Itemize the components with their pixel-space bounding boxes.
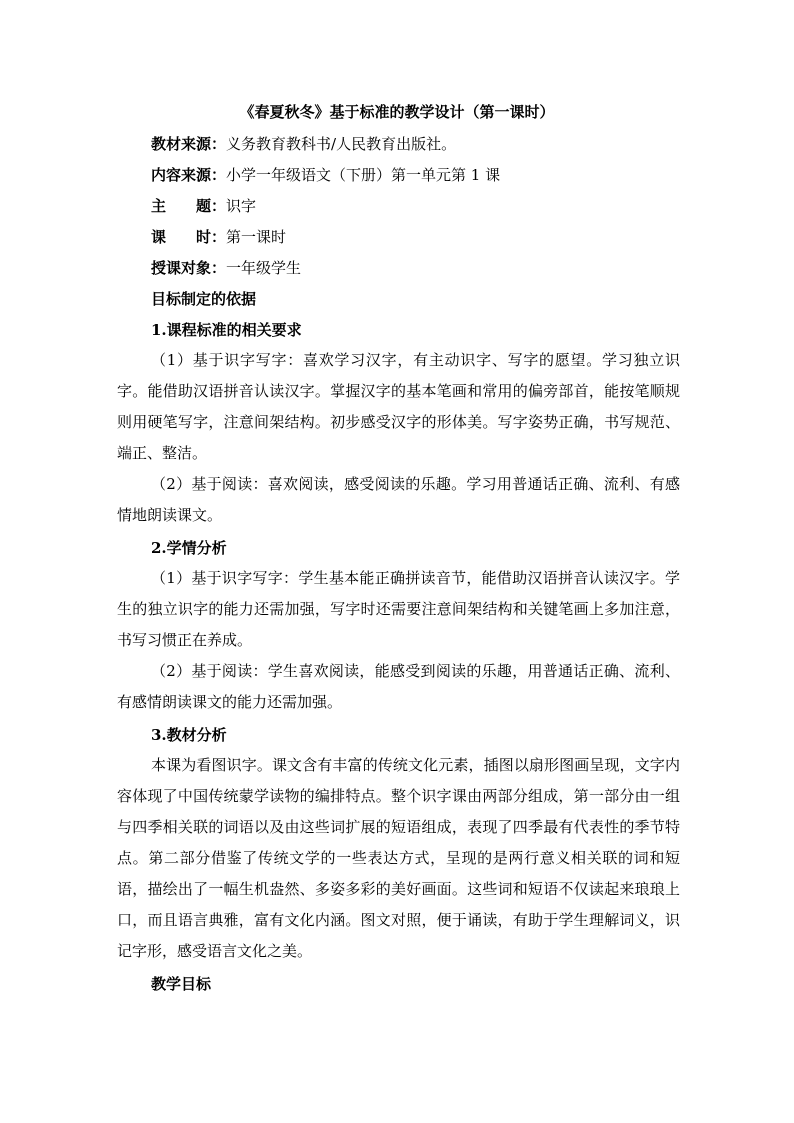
meta-lesson-label: 课 时： [151, 228, 227, 246]
meta-audience-value: 一年级学生 [226, 259, 302, 277]
section-2-paragraph-2: （2）基于阅读：学生喜欢阅读，能感受到阅读的乐趣，用普通话正确、流利、有感情朗读课文的能力还需加强。 [117, 662, 680, 711]
meta-topic [151, 195, 256, 217]
meta-lesson [151, 226, 286, 248]
section-1-paragraph-2: （2）基于阅读：喜欢阅读，感受阅读的乐趣。学习用普通话正确、流利、有感情地朗读课文。 [117, 475, 680, 524]
meta-content [151, 164, 500, 186]
meta-source-label: 教材来源： [151, 135, 227, 153]
section-2-heading: 2.学情分析 [151, 539, 227, 557]
document-title: 《春夏秋冬》基于标准的教学设计（第一课时） [239, 103, 555, 121]
section-1-heading: 1.课程标准的相关要求 [151, 321, 302, 339]
section-3-paragraph-1: 本课为看图识字。课文含有丰富的传统文化元素，插图以扇形图画呈现，文字内容体现了中国传统蒙学读物的编排特点。整个识字课由两部分组成，第一部分由一组与四季相关联的词语以及由这些词扩展的短语组成，表现了四季最有代表性的季节特点。第二部分借鉴了传统文学的一些表达方式，呈现的是两行意义相关联的词和短语，描绘出了一幅生机盎然、多姿多彩的美好画面。这些词和短语不仅读起来琅琅上口，而且语言典雅，富有文化内涵。图文对照，便于诵读，有助于学生理解词义，识记字形，感受语言文化之美。 [117, 756, 680, 960]
meta-topic-value: 识字 [226, 197, 257, 215]
meta-content-value: 小学一年级语文（下册）第一单元第 1 课 [226, 166, 501, 184]
meta-content-label: 内容来源： [151, 166, 227, 184]
meta-audience [151, 257, 301, 279]
section-3-heading: 3.教材分析 [151, 726, 227, 744]
meta-lesson-value: 第一课时 [226, 228, 287, 246]
meta-source-value: 义务教育教科书/人民教育出版社。 [226, 135, 457, 153]
section-1-paragraph-1: （1）基于识字写字：喜欢学习汉字，有主动识字、写字的愿望。学习独立识字。能借助汉语拼音认读汉字。掌握汉字的基本笔画和常用的偏旁部首，能按笔顺规则用硬笔写字，注意间架结构。初步感受汉字的形体美。写字姿势正确，书写规范、端正、整洁。 [117, 351, 680, 462]
goals-heading: 教学目标 [151, 975, 212, 993]
meta-source [151, 133, 456, 155]
meta-topic-label: 主 题： [151, 197, 227, 215]
basis-heading: 目标制定的依据 [151, 290, 257, 308]
section-2-paragraph-1: （1）基于识字写字：学生基本能正确拼读音节，能借助汉语拼音认读汉字。学生的独立识字的能力还需加强，写字时还需要注意间架结构和关键笔画上多加注意，书写习惯正在养成。 [117, 569, 680, 649]
meta-audience-label: 授课对象： [151, 259, 227, 277]
